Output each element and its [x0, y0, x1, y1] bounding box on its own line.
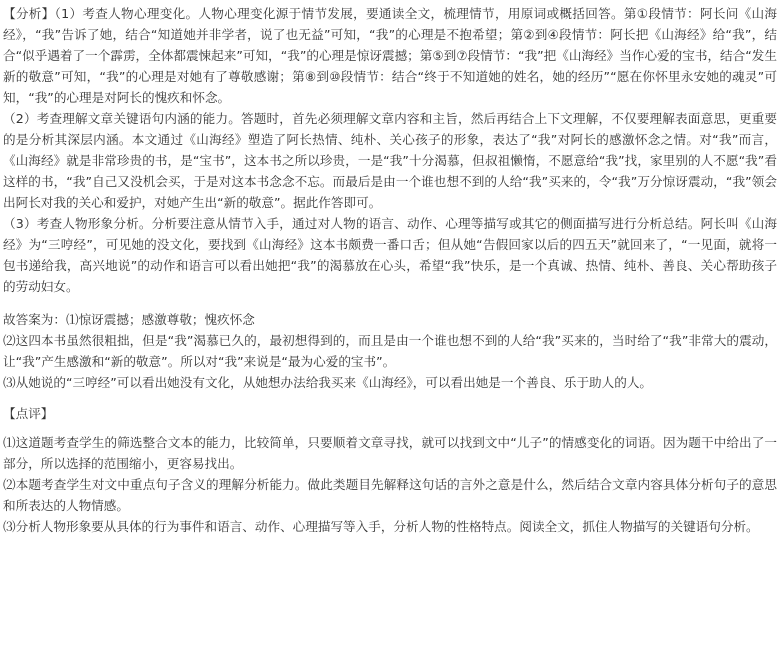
comment-item-3: ⑶分析人物形象要从具体的行为事件和语言、动作、心理描写等入手，分析人物的性格特点。阅读全文，抓住人物描写的关键语句分析。	[3, 519, 759, 534]
comment-item-1: ⑴这道题考查学生的筛选整合文本的能力，比较简单，只要顺着文章寻找，就可以找到文中“儿子”的情感变化的词语。因为题干中给出了一部分，所以选择的范围缩小，更容易找出。	[3, 435, 777, 471]
comment-title: 【点评】	[3, 406, 54, 421]
spacer	[3, 393, 777, 403]
comment-section	[3, 403, 777, 537]
solution-document	[3, 3, 777, 537]
answer-item-3: ⑶从她说的“三哼经”可以看出她没有文化，从她想办法给我买来《山海经》，可以看出她是一个善良、乐于助人的人。	[3, 375, 653, 390]
analysis-paragraph-2: （2）考查理解文章关键语句内涵的能力。答题时，首先必须理解文章内容和主旨，然后再结合上下文理解，不仅要理解表面意思，更重要的是分析其深层内涵。本文通过《山海经》塑造了阿长热情、纯朴、关心孩子的形象，表达了“我”对阿长的感激怀念之情。对“我”而言，《山海经》就是非常珍贵的书，是“宝书”，这本书之所以珍贵，一是“我”十分渴慕，但叔祖懒惰，不愿意给“我”找，家里别的人不愿“我”看这样的书，“我”自己又没机会买，于是对这本书念念不忘。而最后是由一个谁也想不到的人给“我”买来的，令“我”万分惊讶震动，“我”领会出阿长对我的关心和爱护，对她产生出“新的敬意”。据此作答即可。	[3, 111, 777, 210]
spacer	[3, 297, 777, 307]
comment-item-2: ⑵本题考查学生对文中重点句子含义的理解分析能力。做此类题目先解释这句话的言外之意是什么，然后结合文章内容具体分析句子的意思和所表达的人物情感。	[3, 477, 777, 513]
analysis-paragraph-1: 【分析】（1）考查人物心理变化。人物心理变化源于情节发展，要通读全文，梳理情节，用原词或概括回答。第①段情节：阿长问《山海经》，“我”告诉了她，结合“知道她并非学者，说了也无益”可知，“我”的心理是不抱希望；第②到④段情节：阿长把《山海经》给“我”，结合“似乎遇着了一个霹雳，全体都震悚起来”可知，“我”的心理是惊讶震撼；第⑤到⑦段情节：“我”把《山海经》当作心爱的宝书，结合“发生新的敬意”可知，“我”的心理是对她有了尊敬感谢；第⑧到⑩段情节：结合“终于不知道她的姓名，她的经历”“愿在你怀里永安她的魂灵”可知，“我”的心理是对阿长的愧疚和怀念。	[3, 6, 777, 105]
spacer	[3, 424, 777, 432]
answer-section	[3, 309, 777, 393]
analysis-section	[3, 3, 777, 297]
answer-title: 故答案为：⑴惊讶震撼；感激尊敬；愧疚怀念	[3, 312, 255, 327]
answer-item-2: ⑵这四本书虽然很粗拙，但是“我”渴慕已久的，最初想得到的，而且是由一个谁也想不到的人给“我”买来的，当时给了“我”非常大的震动，让“我”产生感激和“新的敬意”。所以对“我”来说是“最为心爱的宝书”。	[3, 333, 777, 369]
analysis-paragraph-3: （3）考查人物形象分析。分析要注意从情节入手，通过对人物的语言、动作、心理等描写或其它的侧面描写进行分析总结。阿长叫《山海经》为“三哼经”，可见她的没文化，要找到《山海经》这本书颇费一番口舌；但从她“告假回家以后的四五天”就回来了，“一见面，就将一包书递给我，高兴地说”的动作和语言可以看出她把“我”的渴慕放在心头，希望“我”快乐，是一个真诚、热情、纯朴、善良、关心帮助孩子的劳动妇女。	[3, 216, 777, 294]
